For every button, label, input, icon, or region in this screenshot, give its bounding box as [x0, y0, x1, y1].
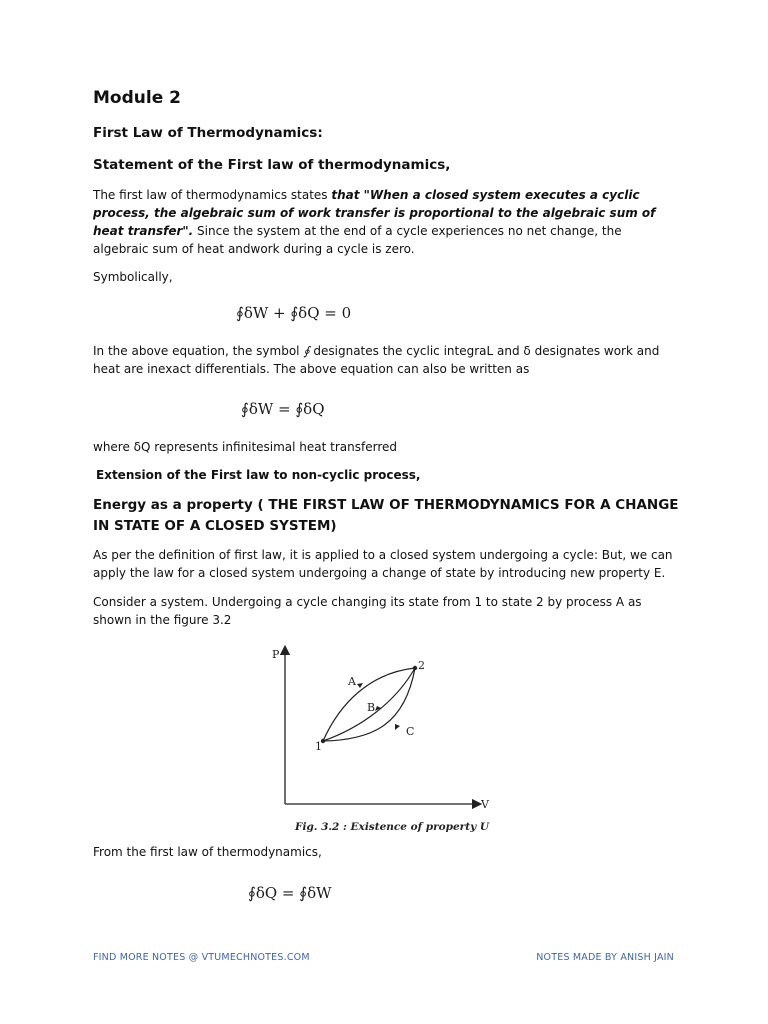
point-label-1: 1	[315, 740, 322, 753]
state-point-2	[413, 666, 417, 670]
para1-emphasis-quote: "When a closed system executes a cyclic process, the algebraic sum of work transfer is proportional to the algebraic sum of heat transfer".	[93, 188, 656, 238]
from-first-law-text: From the first law of thermodynamics,	[93, 845, 322, 859]
figure-pv-diagram-drawing	[165, 628, 515, 840]
point-label-2: 2	[418, 659, 425, 672]
process-label-a: A	[348, 675, 356, 688]
equation-heat-equals-work: ∮δQ = ∮δW	[248, 884, 332, 902]
process-label-b: B	[367, 701, 376, 714]
figure-caption: Fig. 3.2 : Existence of property U	[295, 821, 489, 833]
heading-statement: Statement of the First law of thermodynamics,	[93, 157, 451, 173]
above-part2: designates the cyclic integraL and δ designates work and heat are inexact differentials. The above equation can also be written as	[93, 344, 660, 376]
footer-link-more-notes[interactable]: FIND MORE NOTES @ VTUMECHNOTES.COM	[93, 952, 310, 963]
para1-tail: Since the system at the end of a cycle experiences no net change, the algebraic sum of heat andwork during a cycle is zero.	[93, 224, 622, 256]
above-part1: In the above equation, the symbol	[93, 344, 304, 358]
symbolically-text: Symbolically,	[93, 270, 173, 284]
process-label-c: C	[406, 725, 415, 738]
where-text: where δQ represents infinitesimal heat transferred	[93, 440, 398, 454]
heading-first-law: First Law of Thermodynamics:	[93, 125, 323, 141]
arrow-a	[357, 683, 363, 688]
para1-lead: The first law of thermodynamics states	[93, 188, 332, 202]
cyclic-integral-symbol: ∮	[303, 344, 310, 358]
extension-text: Extension of the First law to non-cyclic process,	[96, 468, 421, 482]
module-title: Module 2	[93, 88, 181, 108]
consider-paragraph: Consider a system. Undergoing a cycle changing its state from 1 to state 2 by process A as shown in the figure 3.2	[93, 595, 642, 627]
para1-emphasis-that: that	[331, 188, 364, 202]
above-equation-paragraph	[93, 342, 673, 378]
equation-work-equals-heat: ∮δW = ∮δQ	[241, 400, 325, 418]
as-per-paragraph: As per the definition of first law, it is applied to a closed system undergoing a cycle: But, we can apply the law for a closed system undergoing a change of state by introducing new property E.	[93, 548, 673, 580]
equation-cyclic-sum-zero: ∮δW + ∮δQ = 0	[236, 304, 352, 322]
axis-label-p: P	[272, 648, 280, 661]
axis-label-v: V	[481, 798, 489, 811]
arrow-c	[395, 724, 400, 730]
first-law-statement-paragraph	[93, 186, 673, 258]
footer-credit: NOTES MADE BY ANISH JAIN	[536, 952, 674, 963]
heading-energy-property: Energy as a property ( THE FIRST LAW OF THERMODYNAMICS FOR A CHANGE IN STATE OF A CLOSED SYSTEM)	[93, 497, 679, 534]
